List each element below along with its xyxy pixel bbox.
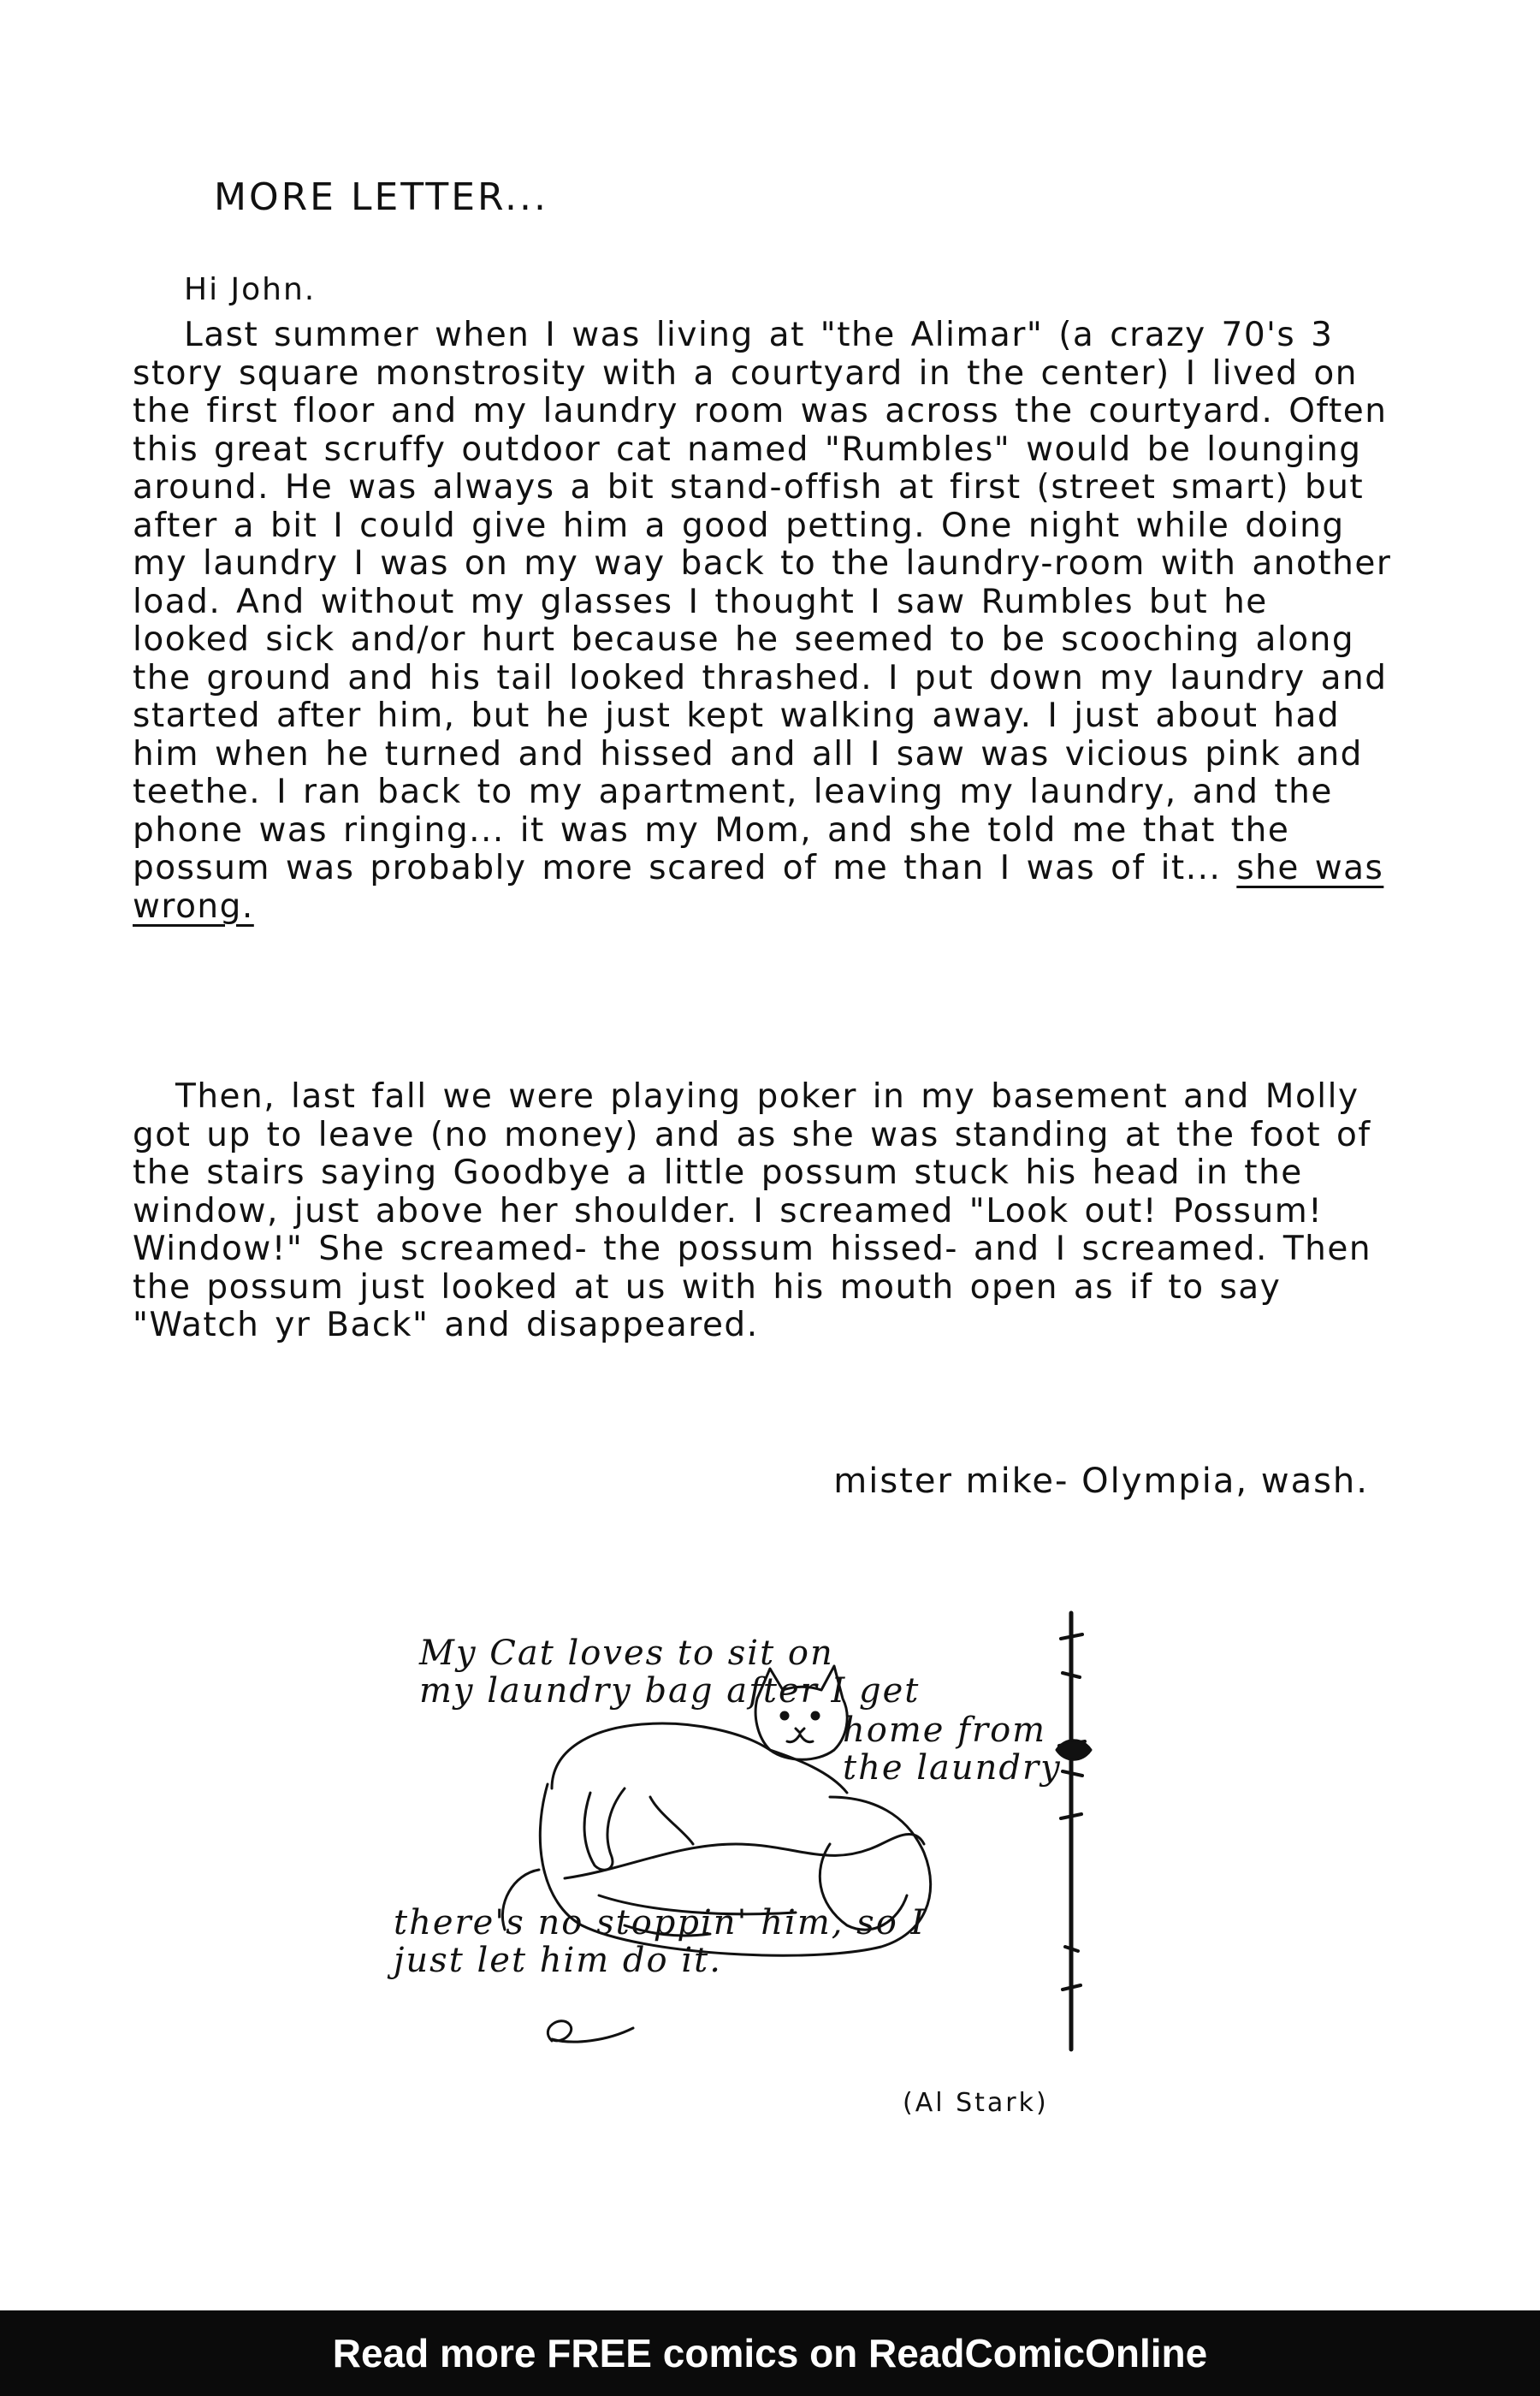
paragraph-1-emphasis: she was wrong. <box>133 849 1384 926</box>
footer-banner-text[interactable]: Read more FREE comics on ReadComicOnline <box>332 2331 1208 2375</box>
illustration-credit: (Al Stark) <box>903 2088 1049 2118</box>
letter-signoff: mister mike- Olympia, wash. <box>833 1462 1369 1501</box>
letter-paragraph-1 <box>133 317 1399 926</box>
letter-paragraph-2: Then, last fall we were playing poker in my basement and Molly got up to leave (no money) and as she was standing at the foot of the stairs saying Goodbye a little possum stuck his head in the window, just above her shoulder. I screamed "Look out! Possum! Window!" She screamed- the possum hissed- and I screamed. Then the possum just looked at us with his mouth open as if to say "Watch yr Back" and disappeared. <box>133 1077 1372 1344</box>
illustration-caption-right: home from the laundry <box>843 1711 1062 1788</box>
paragraph-1-text: Last summer when I was living at "the Alimar" (a crazy 70's 3 story square monstrosity with a courtyard in the center) I lived on the first floor and my laundry room was across the courtyard. Often this great scruffy outdoor cat named "Rumbles" would be lounging around. He was always a bit stand-offish at first (street smart) but after a bit I could give him a good petting. One night while doing my laundry I was on my way back to the laundry-room with another load. And without my glasses I thought I saw Rumbles but he looked sick and/or hurt because he seemed to be scooching along the ground and his tail looked thrashed. I put down my laundry and started after him, but he just kept walking away. I just about had him when he turned and hissed and all I saw was vicious pink and teethe. I ran back to my apartment, leaving my laundry, and the phone was ringing... it was my Mom, and she told me that the possum was probably more scared of me than I was of it... <box>133 316 1392 887</box>
illustration-caption-top: My Cat loves to sit on my laundry bag after I get <box>419 1634 921 1711</box>
footer-banner[interactable] <box>0 2310 1540 2396</box>
letter-salutation: Hi John. <box>184 272 317 307</box>
page-heading: MORE LETTER... <box>214 175 549 219</box>
illustration-caption-bottom: there's no stoppin' him, so I just let him do it. <box>394 1903 927 1980</box>
cat-laundry-illustration <box>368 1587 1155 2067</box>
